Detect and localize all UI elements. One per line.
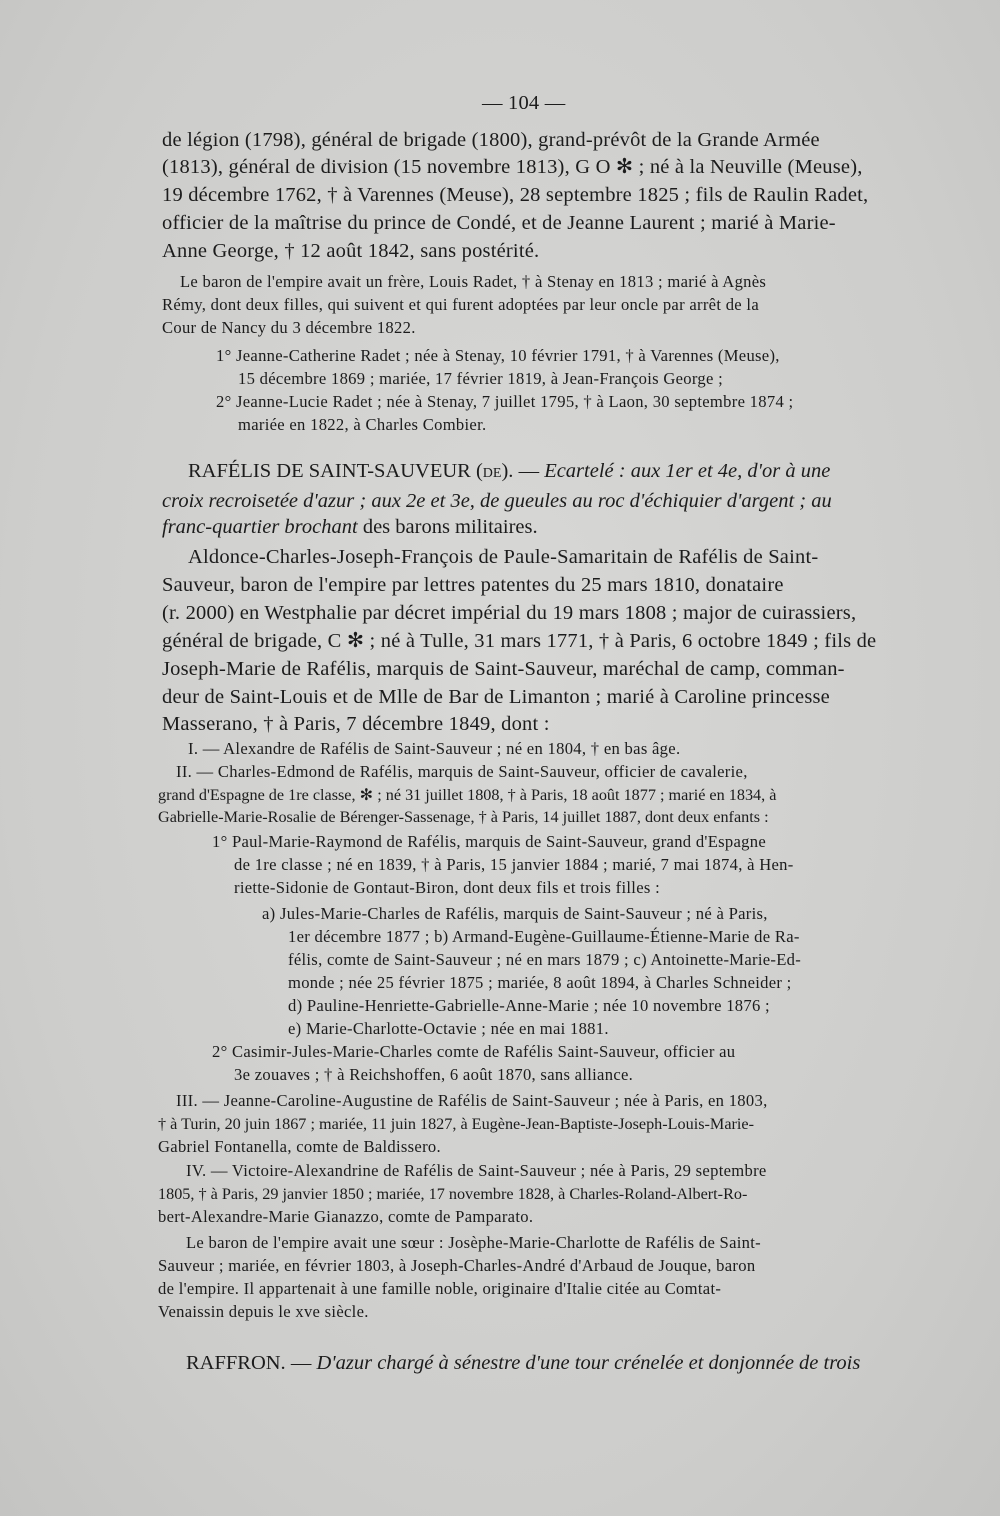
rafelis-arms-line3-italic: franc-quartier brochant <box>162 516 358 538</box>
rafelis-heading-particle: (de). <box>475 460 514 482</box>
rafelis-child-line: Gabriel Fontanella, comte de Baldissero. <box>158 1137 441 1156</box>
raffron-heading-dash: — <box>285 1352 317 1374</box>
rafelis-grandchild-line: d) Pauline-Henriette-Gabrielle-Anne-Marie ; née 10 novembre 1876 ; <box>288 996 770 1015</box>
sister-note-line: Venaissin depuis le xve siècle. <box>158 1302 369 1321</box>
rafelis-child-line: 2° Casimir-Jules-Marie-Charles comte de Rafélis Saint-Sauveur, officier au <box>212 1042 736 1061</box>
rafelis-child-line: grand d'Espagne de 1re classe, ✻ ; né 31 juillet 1808, † à Paris, 18 août 1877 ; marié en 1834, à <box>158 786 777 804</box>
rafelis-grandchild-line: félis, comte de Saint-Sauveur ; né en mars 1879 ; c) Antoinette-Marie-Ed- <box>288 950 802 969</box>
rafelis-bio-line: Masserano, † à Paris, 7 décembre 1849, dont : <box>162 713 550 735</box>
rafelis-bio-line: Sauveur, baron de l'empire par lettres patentes du 25 mars 1810, donataire <box>162 574 784 596</box>
rafelis-grandchild-line: monde ; née 25 février 1875 ; mariée, 8 août 1894, à Charles Schneider ; <box>288 973 792 992</box>
sister-note-line: Sauveur ; mariée, en février 1803, à Joseph-Charles-André d'Arbaud de Jouque, baron <box>158 1256 756 1275</box>
page-number: — 104 — <box>482 92 566 114</box>
rafelis-child-line: 3e zouaves ; † à Reichshoffen, 6 août 1870, sans alliance. <box>234 1065 634 1084</box>
raffron-heading-name: RAFFRON. <box>186 1352 286 1374</box>
radet-child-line: 15 décembre 1869 ; mariée, 17 février 1819, à Jean-François George ; <box>238 369 724 388</box>
rafelis-arms-line3 <box>162 517 538 538</box>
rafelis-heading-name: RAFÉLIS DE SAINT-SAUVEUR <box>188 460 471 482</box>
rafelis-child-line: IV. — Victoire-Alexandrine de Rafélis de Saint-Sauveur ; née à Paris, 29 septembre <box>186 1161 767 1180</box>
rafelis-grandchild-line: 1er décembre 1877 ; b) Armand-Eugène-Guillaume-Étienne-Marie de Ra- <box>288 927 800 946</box>
rafelis-heading-dash: — <box>513 460 545 482</box>
rafelis-bio-line: Aldonce-Charles-Joseph-François de Paule-Samaritain de Rafélis de Saint- <box>188 546 819 568</box>
sister-note-line: Le baron de l'empire avait une sœur : Josèphe-Marie-Charlotte de Rafélis de Saint- <box>186 1233 761 1252</box>
rafelis-bio-line: Joseph-Marie de Rafélis, marquis de Saint-Sauveur, maréchal de camp, comman- <box>162 658 845 680</box>
rafelis-child-line: de 1re classe ; né en 1839, † à Paris, 15 janvier 1884 ; marié, 7 mai 1874, à Hen- <box>234 855 794 874</box>
rafelis-child-line: II. — Charles-Edmond de Rafélis, marquis de Saint-Sauveur, officier de cavalerie, <box>176 762 748 781</box>
intro-line: de légion (1798), général de brigade (1800), grand-prévôt de la Grande Armée <box>162 129 820 151</box>
rafelis-child-line: riette-Sidonie de Gontaut-Biron, dont deux fils et trois filles : <box>234 878 660 897</box>
radet-child-line: 2° Jeanne-Lucie Radet ; née à Stenay, 7 juillet 1795, † à Laon, 30 septembre 1874 ; <box>216 392 794 411</box>
radet-child-line: mariée en 1822, à Charles Combier. <box>238 415 487 434</box>
rafelis-child-line: 1° Paul-Marie-Raymond de Rafélis, marquis de Saint-Sauveur, grand d'Espagne <box>212 832 767 851</box>
rafelis-child-line: † à Turin, 20 juin 1867 ; mariée, 11 juin 1827, à Eugène-Jean-Baptiste-Joseph-Louis-Marie- <box>158 1115 754 1133</box>
rafelis-child-line: bert-Alexandre-Marie Gianazzo, comte de Pamparato. <box>158 1207 534 1226</box>
radet-note-line: Rémy, dont deux filles, qui suivent et qui furent adoptées par leur oncle par arrêt de la <box>162 295 759 314</box>
radet-child-line: 1° Jeanne-Catherine Radet ; née à Stenay, 10 février 1791, † à Varennes (Meuse), <box>216 346 780 365</box>
rafelis-grandchild-line: a) Jules-Marie-Charles de Rafélis, marquis de Saint-Sauveur ; né à Paris, <box>262 904 768 923</box>
rafelis-heading <box>188 461 830 482</box>
rafelis-bio-line: (r. 2000) en Westphalie par décret impérial du 19 mars 1808 ; major de cuirassiers, <box>162 602 857 624</box>
sister-note-line: de l'empire. Il appartenait à une famille noble, originaire d'Italie citée au Comtat- <box>158 1279 722 1298</box>
rafelis-arms-line1: Ecartelé : aux 1er et 4e, d'or à une <box>544 460 831 482</box>
radet-note-line: Le baron de l'empire avait un frère, Louis Radet, † à Stenay en 1813 ; marié à Agnès <box>180 272 767 291</box>
rafelis-arms-line2: croix recroisetée d'azur ; aux 2e et 3e, de gueules au roc d'échiquier d'argent ; au <box>162 490 832 512</box>
raffron-heading <box>186 1353 860 1374</box>
rafelis-child-line: III. — Jeanne-Caroline-Augustine de Rafélis de Saint-Sauveur ; née à Paris, en 1803, <box>176 1091 768 1110</box>
intro-line: Anne George, † 12 août 1842, sans postérité. <box>162 240 540 262</box>
rafelis-bio-line: deur de Saint-Louis et de Mlle de Bar de Limanton ; marié à Caroline princesse <box>162 686 830 708</box>
rafelis-child-line: Gabrielle-Marie-Rosalie de Bérenger-Sassenage, † à Paris, 14 juillet 1887, dont deux enfants : <box>158 808 769 826</box>
rafelis-child-line: I. — Alexandre de Rafélis de Saint-Sauveur ; né en 1804, † en bas âge. <box>188 739 681 758</box>
rafelis-child-line: 1805, † à Paris, 29 janvier 1850 ; mariée, 17 novembre 1828, à Charles-Roland-Albert-Ro- <box>158 1185 748 1203</box>
rafelis-bio-line: général de brigade, C ✻ ; né à Tulle, 31 mars 1771, † à Paris, 6 octobre 1849 ; fils de <box>162 630 877 652</box>
intro-line: 19 décembre 1762, † à Varennes (Meuse), 28 septembre 1825 ; fils de Raulin Radet, <box>162 184 869 206</box>
intro-line: officier de la maîtrise du prince de Condé, et de Jeanne Laurent ; marié à Marie- <box>162 212 836 234</box>
intro-line: (1813), général de division (15 novembre 1813), G O ✻ ; né à la Neuville (Meuse), <box>162 156 863 178</box>
rafelis-grandchild-line: e) Marie-Charlotte-Octavie ; née en mai 1881. <box>288 1019 609 1038</box>
rafelis-arms-line3-rest: des barons militaires. <box>357 516 538 538</box>
raffron-arms: D'azur chargé à sénestre d'une tour crénelée et donjonnée de trois <box>316 1352 861 1374</box>
radet-note-line: Cour de Nancy du 3 décembre 1822. <box>162 318 416 337</box>
